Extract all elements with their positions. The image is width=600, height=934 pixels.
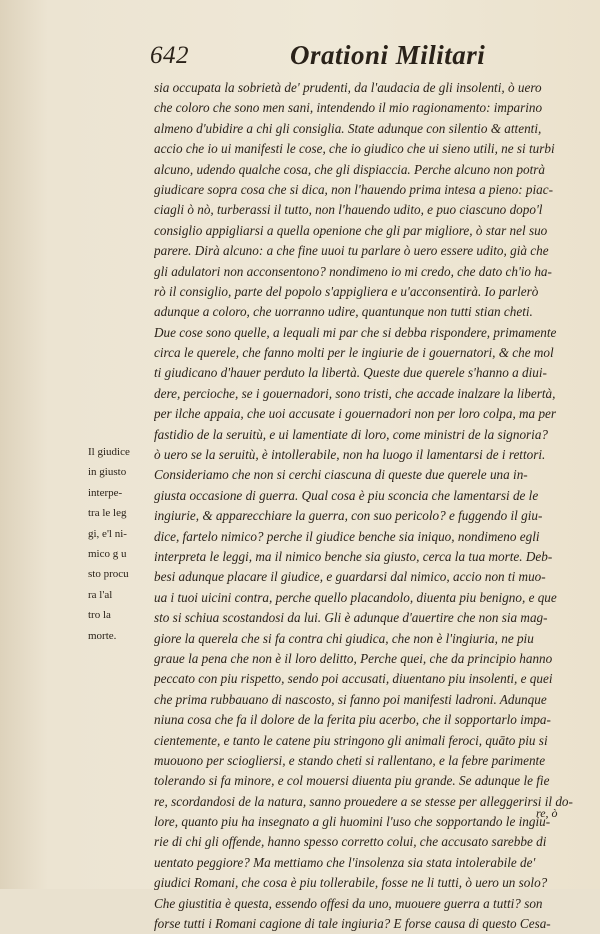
text-line: che coloro che sono men sani, intendendo il mio ragionamento: imparino: [154, 100, 543, 116]
marginal-note-line: mico g u: [88, 547, 127, 560]
text-line: sto si schiua scostandosi da lui. Gli è adunque d'auertire che non sia mag-: [154, 610, 548, 626]
text-line: graue la pena che non è il loro delitto, Perche quei, che da principio hanno: [154, 650, 553, 666]
marginal-note-line: tra le leg: [88, 507, 127, 520]
running-title: Orationi Militari: [290, 40, 486, 70]
text-line: cientemente, e tanto le catene piu stringono gli animali feroci, quāto piu si: [154, 732, 548, 748]
text-line: rie di chi gli offende, hanno spesso corretto colui, che accusato sarebbe di: [154, 834, 547, 850]
text-line: tolerando si fa minore, e col mouersi diuenta piu grande. Se adunque le fie: [154, 773, 550, 789]
text-line: besi adunque placare il giudice, e guardarsi dal nimico, accio non ti muo-: [154, 569, 546, 585]
text-line: Che giustitia è questa, essendo offesi da uno, muouere guerra a tutti? son: [154, 895, 543, 911]
text-line: sia occupata la sobrietà de' prudenti, da l'audacia de gli insolenti, ò uero: [154, 80, 542, 95]
text-line: ti giudicano d'hauer perduto la libertà. Queste due querele s'hanno a diui-: [154, 365, 547, 381]
page-number: 642: [150, 42, 189, 69]
catchword: re, ò: [536, 806, 558, 820]
marginal-note-line: gi, e'l ni-: [88, 527, 127, 540]
text-line: lore, quanto piu ha insegnato a gli huomini l'uso che sopportando le ingiu-: [154, 814, 551, 830]
text-line: ciagli ò nò, turberassi il tutto, non l'hauendo udito, e puo ciascuno dopo'l: [154, 202, 543, 218]
text-line: rò il consiglio, parte del popolo s'appigliera e u'acconsentirà. Io parlerò: [154, 283, 539, 299]
text-line: forse tutti i Romani cagione di tale ingiuria? E forse causa di questo Cesa-: [154, 916, 551, 932]
text-line: consiglio appigliarsi a quella openione che gli par migliore, ò star nel suo: [154, 222, 548, 238]
text-line: circa le querele, che fanno molti per le ingiurie de i gouernatori, & che mol: [154, 345, 554, 361]
marginal-note-line: Il giudice: [88, 446, 130, 458]
marginal-note-line: ra l'al: [88, 588, 113, 601]
text-line: Due cose sono quelle, a lequali mi par che si debba rispondere, primamente: [154, 324, 557, 340]
text-line: che prima rubbauano di nascosto, si fanno poi manifesti ladroni. Adunque: [154, 691, 547, 707]
text-line: niuna cosa che fa il dolore de la ferita piu acerbo, che il sopportarlo impa-: [154, 712, 551, 728]
text-line: adunque a coloro, che uorranno udire, quantunque non tutti stian cheti.: [154, 304, 533, 320]
text-line: almeno d'ubidire a chi gli consiglia. State adunque con silentio & attenti,: [154, 120, 542, 136]
marginal-note-line: tro la: [88, 609, 111, 622]
marginal-note-line: morte.: [88, 629, 117, 642]
text-line: gli adulatori non acconsentono? nondimeno io mi credo, che dato ch'io ha-: [154, 263, 552, 279]
text-line: per ilche appaia, che uoi accusate i gouernadori non per loro colpa, ma per: [154, 406, 557, 422]
text-line: giore la querela che si fa contra chi giudica, che non è l'ingiuria, ne piu: [154, 630, 534, 646]
text-line: ua i tuoi uicini contra, perche quello placandolo, diuenta piu benigno, e que: [154, 589, 557, 605]
text-line: dice, fartelo nimico? perche il giudice benche sia iniquo, nondimeno egli: [154, 528, 540, 544]
marginal-note-line: in giusto: [88, 466, 127, 479]
text-line: uentato peggiore? Ma mettiamo che l'insolenza sia stata intolerabile de': [154, 854, 536, 870]
page-header: [150, 42, 570, 72]
body-text: [154, 78, 574, 934]
text-line: accio che io ui manifesti le cose, che io giudico che ui sieno utili, ne si turbi: [154, 141, 555, 157]
text-line: parere. Dirà alcuno: a che fine uuoi tu parlare ò uero essere udito, già che: [154, 243, 549, 259]
marginal-note-line: interpe-: [88, 486, 123, 499]
text-line: giudicare sopra cosa che si dica, non l'hauendo prima intesa a pieno: piac-: [154, 181, 553, 197]
text-line: muouono per sciogliersi, e stando cheti si rallentano, e la febre parimente: [154, 752, 546, 768]
text-line: interpreta le leggi, ma il nimico benche sia giusto, cerca la tua morte. Deb-: [154, 548, 553, 564]
marginal-note-line: sto procu: [88, 568, 129, 581]
text-line: ingiurie, & apparecchiare la guerra, con suo pericolo? e fuggendo il giu-: [154, 508, 543, 524]
text-line: re, scordandosi de la natura, sanno prouedere a se stesse per alleggerirsi il do-: [154, 793, 573, 809]
text-line: giudici Romani, che cosa è piu tollerabile, fosse ne li tutti, ò uero un solo?: [154, 875, 548, 891]
text-line: fastidio de la seruitù, e ui lamentiate di loro, come ministri de la signoria?: [154, 426, 549, 442]
text-line: alcuno, udendo qualche cosa, che gli dispiaccia. Perche alcuno non potrà: [154, 161, 546, 177]
text-line: giusta occasione di guerra. Qual cosa è piu sconcia che lamentarsi de le: [154, 487, 539, 503]
text-line: dere, percioche, se i gouernadori, sono tristi, che accade inalzare la libertà,: [154, 385, 556, 401]
text-line: ò uero se la seruitù, è intollerabile, non ha luogo il lamentarsi de i rettori.: [154, 447, 546, 463]
text-line: peccato con piu rispetto, sendo poi accusati, diuentano piu insolenti, e quei: [154, 671, 553, 687]
marginal-note: [88, 442, 154, 646]
text-line: Consideriamo che non si cerchi ciascuna di queste due querele una in-: [154, 467, 528, 483]
